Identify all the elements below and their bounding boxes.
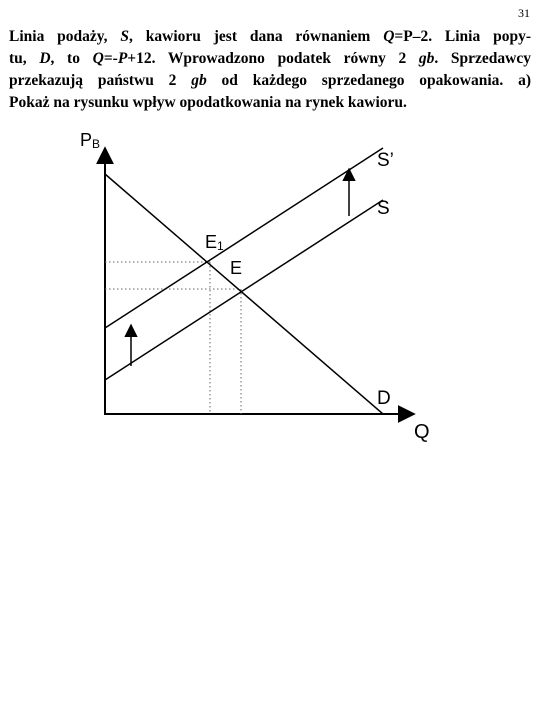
italic-symbol: Q bbox=[92, 50, 104, 67]
problem-line-3: przekazują państwu 2 gb od każdego sprzedanego opakowania. a) bbox=[9, 72, 531, 89]
italic-symbol: D bbox=[39, 50, 51, 67]
italic-symbol: S bbox=[120, 28, 130, 45]
supply-shifted-line bbox=[105, 148, 383, 328]
supply-shifted-label: S’ bbox=[377, 150, 394, 171]
italic-symbol: Q bbox=[383, 28, 395, 45]
y-axis-label: PB bbox=[80, 130, 101, 151]
problem-line-1: Linia podaży, S, kawioru jest dana równaniem Q=P–2. Linia popy- bbox=[9, 28, 531, 45]
x-axis-label: Q bbox=[414, 421, 430, 443]
italic-symbol: P bbox=[117, 50, 128, 67]
demand-label: D bbox=[377, 388, 391, 409]
problem-line-2: tu, D, to Q=-P+12. Wprowadzono podatek równy 2 gb. Sprzedawcy bbox=[9, 50, 531, 67]
problem-line-4: Pokaż na rysunku wpływ opodatkowania na rynek kawioru. bbox=[9, 94, 407, 111]
supply-label: S bbox=[377, 198, 390, 219]
supply-line bbox=[105, 200, 383, 380]
italic-symbol: gb bbox=[418, 50, 435, 67]
demand-line bbox=[105, 174, 383, 414]
italic-symbol: gb bbox=[191, 72, 207, 89]
page-number: 31 bbox=[518, 6, 530, 20]
equilibrium-label: E bbox=[230, 258, 243, 278]
equilibrium-new-label: E1 bbox=[205, 232, 224, 253]
